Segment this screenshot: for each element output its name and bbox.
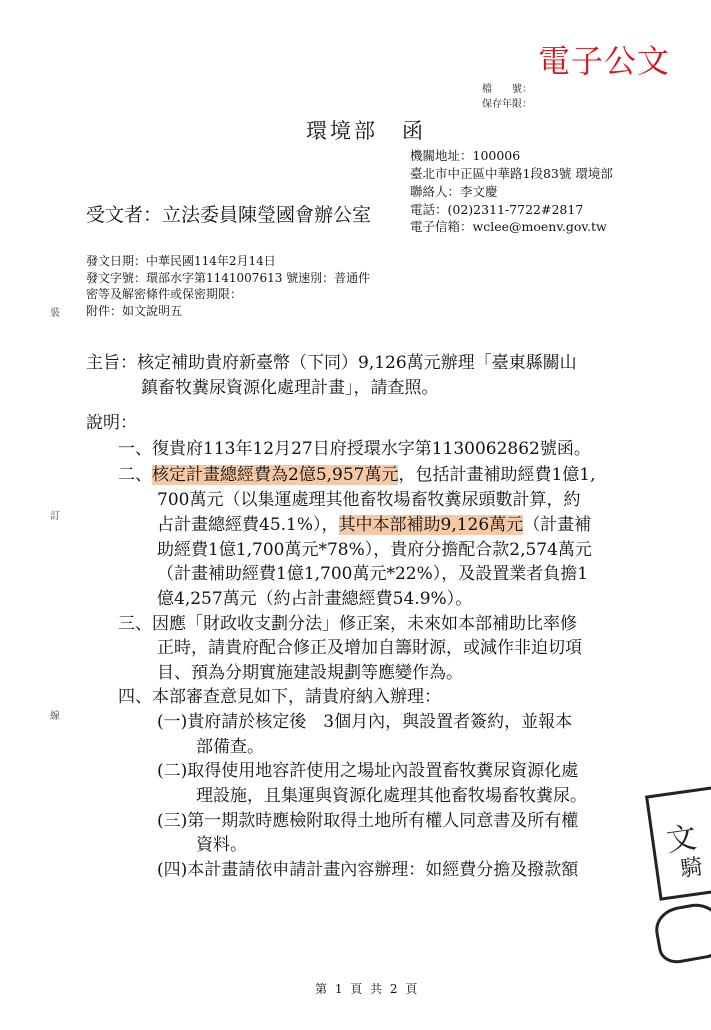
seal-text-2: 騎: [678, 854, 705, 883]
line-mark: 線: [50, 711, 60, 722]
item-two-line-6: 億4,257萬元（約占計畫總經費54.9%）。: [157, 589, 473, 609]
item-three-line-3: 目、預為分期實施建設規劃等應變作為。: [157, 663, 463, 683]
binding-mark: 裝: [50, 308, 60, 319]
file-number-label: 檔 號：: [482, 84, 532, 95]
secrecy-level: 密等及解密條件或保密期限：: [86, 287, 243, 301]
item-two-line-2: 700萬元（以集運處理其他畜牧場畜牧糞尿頭數計算，約: [157, 490, 581, 510]
sub-item-2-line-2: 理設施，且集運與資源化處理其他畜牧場畜牧糞尿。: [196, 786, 587, 806]
issue-date: 發文日期：中華民國114年2月14日: [86, 254, 276, 268]
order-mark: 訂: [50, 511, 60, 522]
subject-line-1: 主旨：核定補助貴府新臺幣（下同）9,126萬元辦理「臺東縣關山: [86, 353, 577, 373]
official-seal-stamp: [645, 785, 711, 901]
item-two-line-3a: 占計畫總經費45.1%），: [157, 515, 339, 535]
item-two-line-5: （計畫補助經費1億1,700萬元*22%），及設置業者負擔1: [157, 564, 589, 584]
item-two-line-3b: （計畫補: [523, 515, 592, 535]
seal-stamp-bottom: [652, 900, 711, 967]
item-four: 四、本部審查意見如下，請貴府納入辦理：: [118, 687, 441, 707]
document-number: 發文字號：環部水字第1141007613 號速別：普通件: [86, 271, 371, 285]
seal-text-1: 文: [664, 820, 699, 860]
item-three-line-1: 三、因應「財政收支劃分法」修正案，未來如本部補助比率修: [118, 614, 577, 634]
sender-email: 電子信箱：wclee@moenv.gov.tw: [410, 219, 607, 234]
sub-item-3-line-2: 資料。: [196, 835, 247, 855]
sender-phone: 電話：(02)2311-7722#2817: [410, 202, 584, 217]
recipient: 受文者：立法委員陳瑩國會辦公室: [86, 204, 372, 226]
sub-item-1-line-1: (一)貴府請於核定後 3個月內，與設置者簽約，並報本: [157, 712, 573, 732]
attachment: 附件：如文說明五: [86, 304, 183, 318]
sender-contact: 聯絡人：李文慶: [410, 184, 498, 199]
page-title: 環境部 函: [306, 119, 426, 143]
sender-address-code: 機關地址：100006: [410, 148, 521, 163]
item-two-rest: ，包括計畫補助經費1億1,: [398, 465, 596, 485]
subject-line-2: 鎮畜牧糞尿資源化處理計畫」，請查照。: [141, 378, 439, 398]
item-two-line-1: [118, 460, 596, 485]
sub-item-1-line-2: 部備查。: [196, 737, 264, 757]
retention-label: 保存年限：: [482, 99, 532, 110]
item-three-line-2: 正時，請貴府配合修正及增加自籌財源，或減作非迫切項: [157, 638, 582, 658]
item-two-line-4: 助經費1億1,700萬元*78%），貴府分擔配合款2,574萬元: [157, 540, 592, 560]
sub-item-2-line-1: (二)取得使用地容許使用之場址內設置畜牧糞尿資源化處: [157, 761, 579, 781]
highlight-ministry-subsidy: 其中本部補助9,126萬元: [338, 515, 524, 535]
sender-address: 臺北市中正區中華路1段83號 環境部: [410, 166, 613, 181]
highlight-total-budget: 核定計畫總經費為2億5,957萬元: [152, 465, 399, 485]
item-two-prefix: 二、: [118, 465, 152, 485]
sub-item-3-line-1: (三)第一期款時應檢附取得土地所有權人同意書及所有權: [157, 811, 579, 831]
item-two-line-3: [157, 510, 591, 535]
item-one: 一、復貴府113年12月27日府授環水字第1130062862號函。: [118, 439, 591, 459]
sub-item-4-line-1: (四)本計畫請依申請計畫內容辦理：如經費分擔及撥款額: [157, 860, 579, 880]
page-footer: 第 1 頁 共 2 頁: [315, 982, 420, 996]
explanation-label: 說明：: [86, 413, 137, 433]
electronic-document-stamp: 電子公文: [538, 42, 671, 80]
